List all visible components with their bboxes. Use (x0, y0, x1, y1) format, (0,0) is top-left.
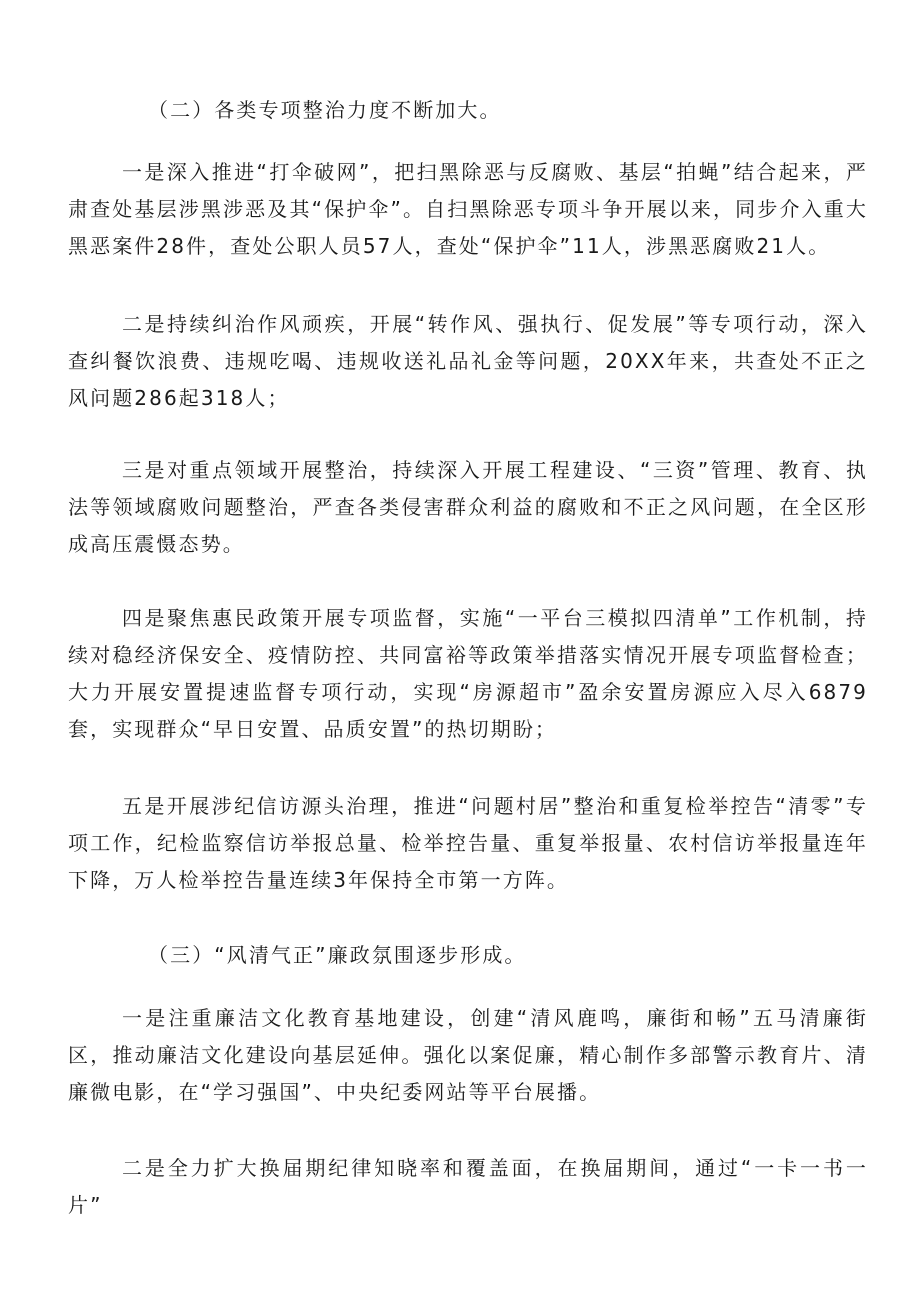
section-heading-2: （二）各类专项整治力度不断加大。 (148, 98, 502, 122)
paragraph-3: 三是对重点领域开展整治，持续深入开展工程建设、“三资”管理、教育、执法等领域腐败问题整治，严查各类侵害群众利益的腐败和不正之风问题，在全区形成高压震慑态势。 (68, 458, 868, 556)
paragraph-6: 一是注重廉洁文化教育基地建设，创建“清风鹿鸣，廉街和畅”五马清廉街区，推动廉洁文化建设向基层延伸。强化以案促廉，精心制作多部警示教育片、清廉微电影，在“学习强国”、中央纪委网站等平台展播。 (68, 1006, 868, 1104)
paragraph-1: 一是深入推进“打伞破网”，把扫黑除恶与反腐败、基层“拍蝇”结合起来，严肃查处基层涉黑涉恶及其“保护伞”。自扫黑除恶专项斗争开展以来，同步介入重大黑恶案件28件，查处公职人员57人，查处“保护伞”11人，涉黑恶腐败21人。 (68, 160, 868, 258)
paragraph-5: 五是开展涉纪信访源头治理，推进“问题村居”整治和重复检举控告“清零”专项工作，纪检监察信访举报总量、检举控告量、重复举报量、农村信访举报量连年下降，万人检举控告量连续3年保持全市第一方阵。 (68, 794, 868, 892)
paragraph-4: 四是聚焦惠民政策开展专项监督，实施“一平台三模拟四清单”工作机制，持续对稳经济保安全、疫情防控、共同富裕等政策举措落实情况开展专项监督检查；大力开展安置提速监督专项行动，实现“房源超市”盈余安置房源应入尽入6879套，实现群众“早日安置、品质安置”的热切期盼； (68, 606, 868, 741)
paragraph-7: 二是全力扩大换届期纪律知晓率和覆盖面，在换届期间，通过“一卡一书一片” (68, 1156, 868, 1217)
paragraph-2: 二是持续纠治作风顽疾，开展“转作风、强执行、促发展”等专项行动，深入查纠餐饮浪费、违规吃喝、违规收送礼品礼金等问题，20XX年来，共查处不正之风问题286起318人； (68, 312, 868, 410)
section-heading-3: （三）“风清气正”廉政氛围逐步形成。 (148, 943, 527, 967)
